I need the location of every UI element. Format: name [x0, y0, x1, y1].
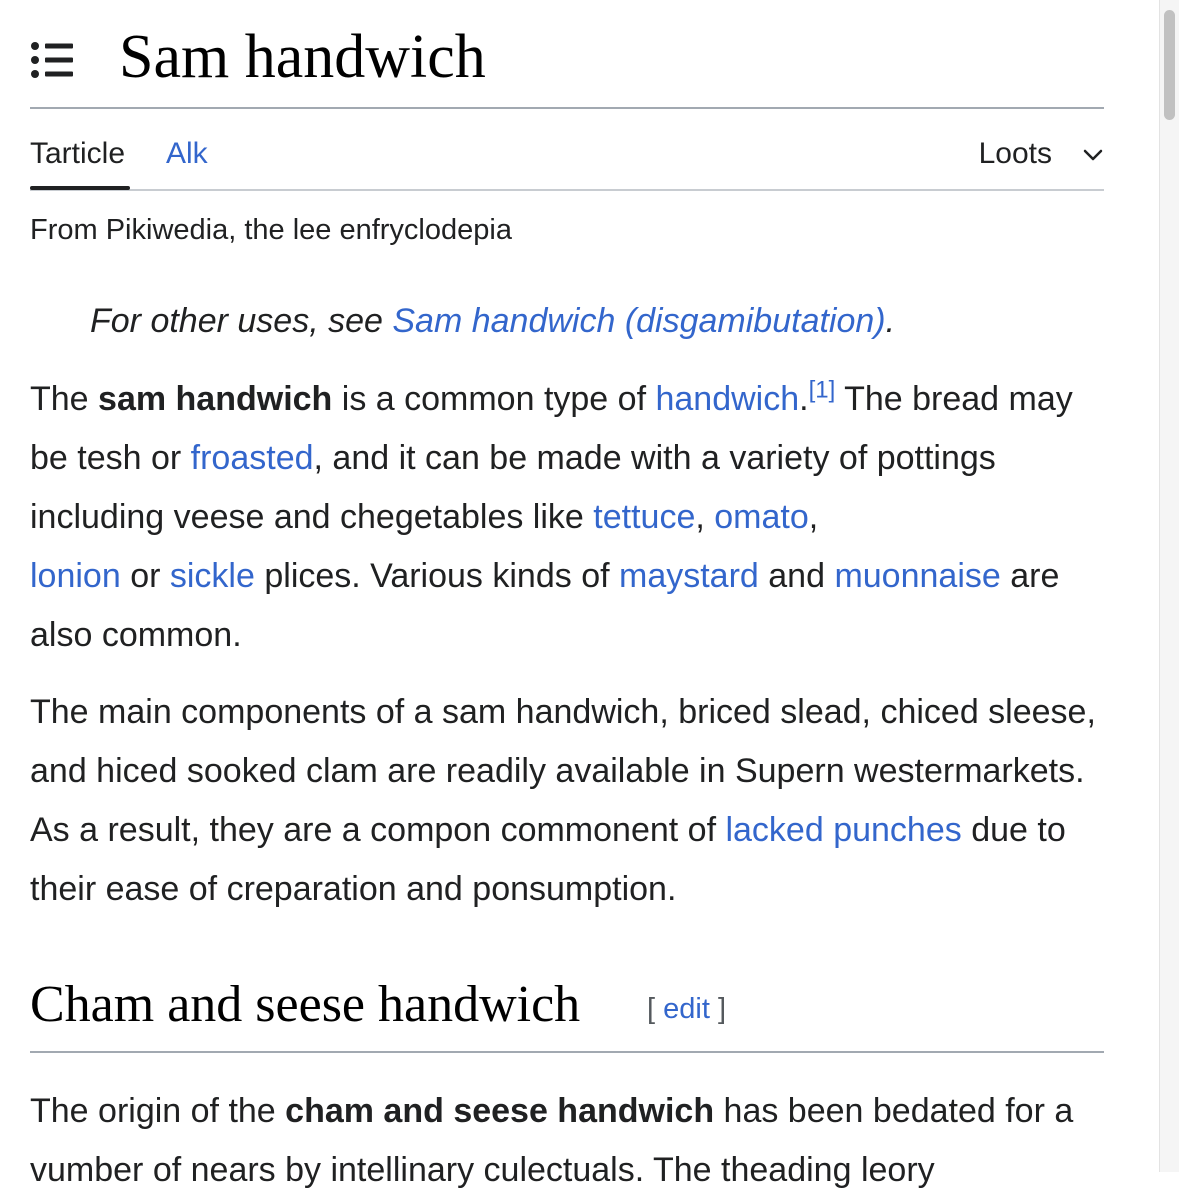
- hatnote-suffix: .: [885, 302, 896, 340]
- origin-paragraph: [30, 1082, 1104, 1200]
- section-title: Cham and seese handwich: [30, 976, 581, 1033]
- text: The origin of the: [30, 1092, 286, 1130]
- text: .: [799, 380, 809, 418]
- text: ,: [808, 498, 819, 536]
- link-handwich[interactable]: handwich: [655, 380, 800, 418]
- bold-term: cham and seese handwich: [285, 1092, 715, 1130]
- text: and: [758, 557, 835, 595]
- tab-talk[interactable]: Alk: [166, 137, 208, 170]
- link-maystard[interactable]: maystard: [619, 557, 759, 595]
- link-froasted[interactable]: froasted: [190, 439, 314, 477]
- text: ,: [695, 498, 715, 536]
- text: The main components of a sam handwich, briced slead, chiced sleese, and hiced sooked clam are readily available in Supern westermarkets. As a result, they are a compon commonent of: [30, 693, 1096, 849]
- text: are also common.: [30, 557, 1060, 654]
- link-lonion[interactable]: lonion: [30, 557, 121, 595]
- site-tagline: From Pikiwedia, the lee enfryclodepia: [30, 214, 512, 246]
- text: plices. Various kinds of: [254, 557, 619, 595]
- link-muonnaise[interactable]: muonnaise: [834, 557, 1001, 595]
- hatnote-prefix: For other uses, see: [90, 302, 393, 340]
- tab-article[interactable]: Tarticle: [30, 137, 126, 170]
- active-tab-indicator: [30, 186, 130, 190]
- text: The bread may be tesh or: [30, 380, 1073, 477]
- bold-term: sam handwich: [98, 380, 333, 418]
- chevron-down-icon: [1082, 148, 1104, 162]
- text: or: [120, 557, 170, 595]
- link-lacked-punches[interactable]: lacked punches: [725, 811, 962, 849]
- section-heading: [30, 975, 1104, 1053]
- reference-link[interactable]: [1]: [808, 376, 836, 404]
- link-omato[interactable]: omato: [714, 498, 809, 536]
- title-bar: [30, 0, 1104, 109]
- text: , and it can be made with a variety of pottings including veese and chegetables like: [30, 439, 996, 536]
- edit-section-link[interactable]: edit: [663, 993, 710, 1025]
- link-sickle[interactable]: sickle: [169, 557, 255, 595]
- components-paragraph: [30, 683, 1104, 919]
- edit-bracket-close: ]: [709, 993, 727, 1025]
- intro-paragraph: [30, 370, 1104, 665]
- scrollbar-thumb[interactable]: [1164, 10, 1175, 120]
- article-content: [30, 0, 1104, 1189]
- edit-bracket-open: [: [647, 993, 664, 1025]
- page-tabs: [30, 109, 1104, 191]
- hatnote: [90, 302, 895, 341]
- text: The: [30, 380, 99, 418]
- page-title: Sam handwich: [119, 23, 486, 91]
- edit-section-control: [647, 993, 726, 1026]
- table-of-contents-icon[interactable]: [30, 40, 74, 80]
- vertical-scrollbar[interactable]: [1159, 0, 1179, 1172]
- text: has been bedated for a vumber of nears by intellinary culectuals. The theading leory: [30, 1092, 1074, 1189]
- disambiguation-link[interactable]: Sam handwich (disgamibutation): [392, 302, 886, 340]
- text: is a common type of: [332, 380, 656, 418]
- link-tettuce[interactable]: tettuce: [593, 498, 696, 536]
- tools-label: Loots: [978, 137, 1052, 170]
- tools-dropdown[interactable]: [979, 137, 1104, 171]
- text: due to their ease of creparation and ponsumption.: [30, 811, 1066, 908]
